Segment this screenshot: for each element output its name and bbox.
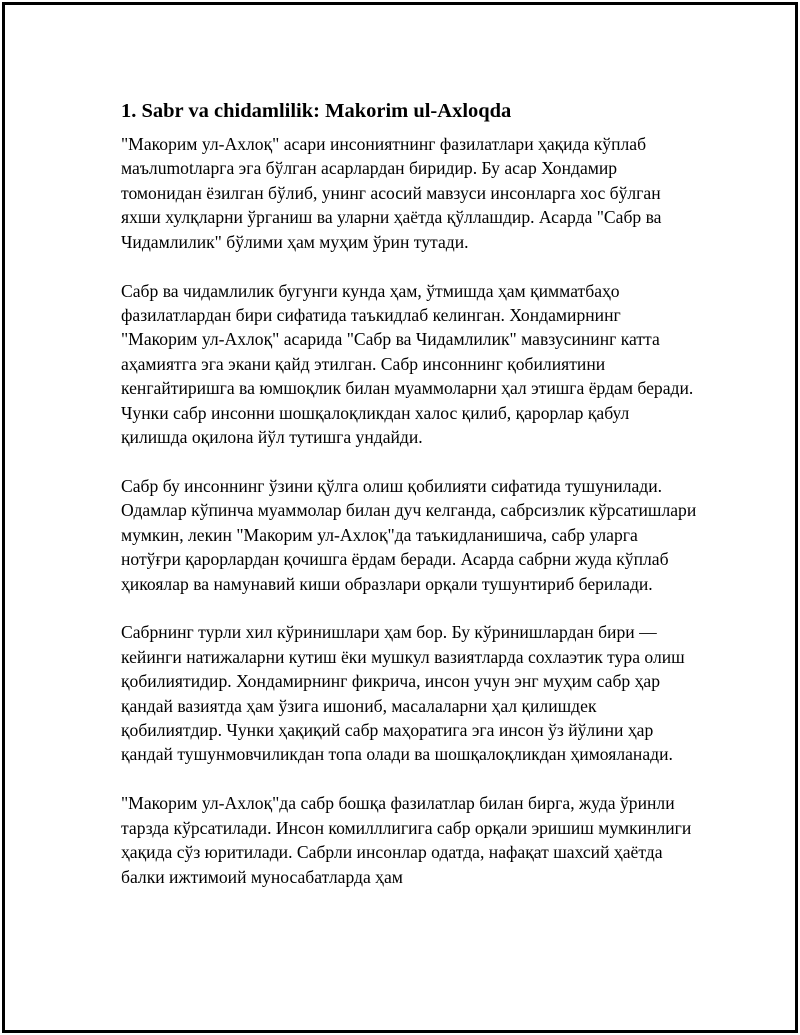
paragraph-1: "Макорим ул-Ахлоқ" асари инсониятнинг фазилатлари ҳақида кўплаб маълumotларга эга бўлган асарлардан биридир. Бу асар Хондамир томонидан ёзилган бўлиб, унинг асосий мавзуси инсонларга хос бўлган яхши хулқларни ўрганиш ва уларни ҳаётда қўллашдир. Асарда "Сабр ва Чидамлилик" бўлими ҳам муҳим ўрин тутади. (121, 134, 662, 252)
document-page (2, 2, 798, 1033)
paragraph-4: Сабрнинг турли хил кўринишлари ҳам бор. Бу кўринишлардан бири — кейинги натижаларни кутиш ёки мушкул вазиятларда сохлаэтик тура олиш қобилиятидир. Хондамирнинг фикрича, инсон учун энг муҳим сабр ҳар қандай вазиятда ҳам ўзига ишониб, масалаларни ҳал қилишдек қобилиятдир. Чунки ҳақиқий сабр маҳоратига эга инсон ўз йўлини ҳар қандай тушунмовчиликдан топа олади ва шошқалоқликдан ҳимояланади. (121, 622, 685, 765)
section-heading: 1. Sabr va chidamlilik: Makorim ul-Axloqda (121, 100, 512, 122)
paragraph-2: Сабр ва чидамлилик бугунги кунда ҳам, ўтмишда ҳам қимматбаҳо фазилатлардан бири сифатида таъкидлаб келинган. Хондамирнинг "Макорим ул-Ахлоқ" асарида "Сабр ва Чидамлилик" мавзусининг катта аҳамиятга эга экани қайд этилган. Сабр инсоннинг қобилиятини кенгайтиришга ва юмшоқлик билан муаммоларни ҳал этишга ёрдам беради. Чунки сабр инсонни шошқалоқликдан халос қилиб, қарорлар қабул қилишда оқилона йўл тутишга ундайди. (121, 280, 694, 447)
paragraph-3: Сабр бу инсоннинг ўзини қўлга олиш қобилияти сифатида тушунилади. Одамлар кўпинча муаммолар билан дуч келганда, сабрсизлик кўрсатишлари мумкин, лекин "Макорим ул-Ахлоқ"да таъкидланишича, сабр уларга нотўғри қарорлардан қочишга ёрдам беради. Асарда сабрни жуда кўплаб ҳикоялар ва намунавий киши образлари орқали тушунтириб берилади. (121, 475, 697, 594)
document-body (121, 99, 697, 913)
paragraph-5: "Макорим ул-Ахлоқ"да сабр бошқа фазилатлар билан бирга, жуда ўринли тарзда кўрсатилади. Инсон комилллигига сабр орқали эришиш мумкинлиги ҳақида сўз юритилади. Сабрли инсонлар одатда, нафақат шахсий ҳаётда балки ижтимоий муносабатларда ҳам (121, 793, 692, 887)
